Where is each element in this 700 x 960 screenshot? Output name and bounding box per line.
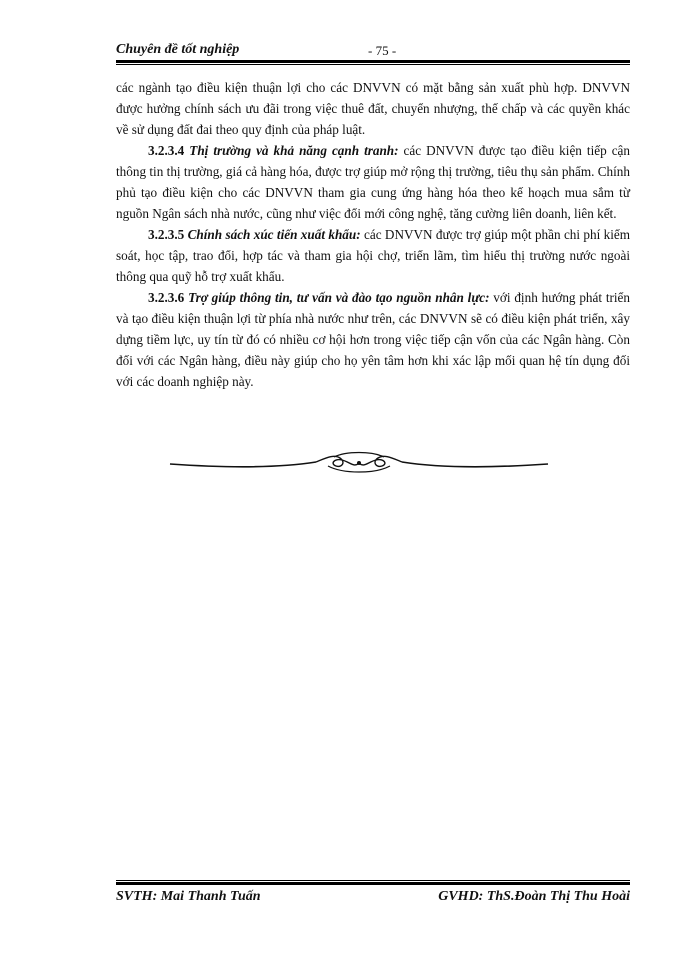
section-heading: Trợ giúp thông tin, tư vấn và đào tạo nguồn nhân lực: xyxy=(188,290,490,305)
advisor-name: GVHD: ThS.Đoàn Thị Thu Hoài xyxy=(438,889,630,904)
page-header xyxy=(116,40,628,62)
footer-rule xyxy=(116,880,630,885)
section-heading: Chính sách xúc tiến xuất khẩu: xyxy=(187,227,361,242)
section-number: 3.2.3.5 xyxy=(148,227,185,242)
section-text: các DNVVN được trợ giúp một phần chi phí kiểm soát, học tập, trao đổi, hợp tác và tham gia hội chợ, triển lãm, tìm hiểu thị trường nước ngoài thông qua quỹ hỗ trợ xuất khẩu. xyxy=(116,227,631,284)
paragraph-intro: các ngành tạo điều kiện thuận lợi cho các DNVVN có mặt bằng sản xuất phù hợp. DNVVN được hưởng chính sách ưu đãi trong việc thuê đất, chuyển nhượng, thế chấp và các quyền khác về sử dụng đất đai theo quy định của pháp luật. xyxy=(116,80,630,137)
section-paragraph xyxy=(116,140,630,224)
page-body xyxy=(116,77,630,392)
header-rule xyxy=(116,60,630,65)
decorative-divider-icon xyxy=(168,448,550,478)
section-paragraph xyxy=(116,224,630,287)
section-number: 3.2.3.4 xyxy=(148,143,185,158)
section-number: 3.2.3.6 xyxy=(148,290,185,305)
document-title: Chuyên đề tốt nghiệp xyxy=(116,42,240,57)
student-name: SVTH: Mai Thanh Tuấn xyxy=(116,889,261,904)
section-text: các DNVVN được tạo điều kiện tiếp cận thông tin thị trường, giá cả hàng hóa, được trợ giúp mở rộng thị trường, tiêu thụ sản phẩm. Chính phủ tạo điều kiện cho các DNVVN tham gia cung ứng hàng hóa theo kế hoạch mua sắm từ nguồn Ngân sách nhà nước, cũng như việc đổi mới công nghệ, tăng cường liên doanh, liên kết. xyxy=(116,143,630,221)
section-paragraph xyxy=(116,287,630,392)
section-heading: Thị trường và khả năng cạnh tranh: xyxy=(189,143,399,158)
section-text: với định hướng phát triển và tạo điều kiện thuận lợi từ phía nhà nước như trên, các DNVVN sẽ có điều kiện phát triển, xây dựng tiềm lực, uy tín từ đó có nhiều cơ hội hơn trong việc tiếp cận vốn của các Ngân hàng. Còn đối với các Ngân hàng, điều này giúp cho họ yên tâm hơn khi xác lập mối quan hệ tín dụng đối với các doanh nghiệp này. xyxy=(116,290,630,389)
page-number: - 75 - xyxy=(368,43,397,58)
